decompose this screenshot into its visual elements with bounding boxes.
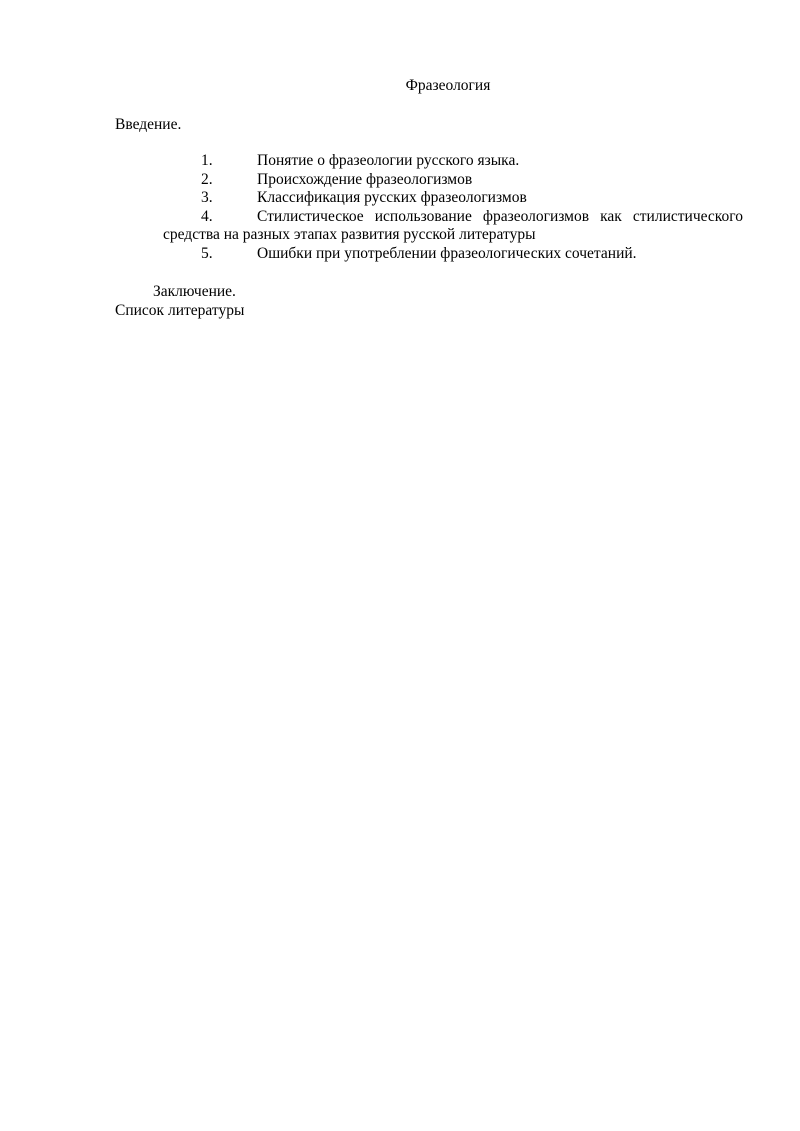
toc-item-number: 1. xyxy=(201,152,213,169)
toc-item-number: 5. xyxy=(201,244,213,262)
introduction-heading: Введение. xyxy=(115,116,182,133)
toc-item-text: Ошибки при употреблении фразеологических сочетаний. xyxy=(257,244,637,262)
toc-item xyxy=(163,189,743,208)
toc-item xyxy=(163,208,743,245)
toc-item xyxy=(163,152,743,171)
toc-item xyxy=(163,171,743,190)
references-heading: Список литературы xyxy=(115,302,245,319)
toc-item-number: 3. xyxy=(201,189,213,206)
toc-item xyxy=(163,245,743,264)
table-of-contents xyxy=(163,152,743,263)
toc-item-text: Происхождение фразеологизмов xyxy=(257,170,473,188)
toc-item-text: Стилистическое использование фразеологизмов как стилистического средства на разных этапах развития русской литературы xyxy=(163,207,743,243)
toc-item-number: 2. xyxy=(201,170,213,188)
toc-item-number: 4. xyxy=(201,207,213,225)
conclusion-heading: Заключение. xyxy=(153,283,236,300)
toc-item-text: Классификация русских фразеологизмов xyxy=(257,189,527,206)
toc-item-text: Понятие о фразеологии русского языка. xyxy=(257,152,520,169)
document-title: Фразеология xyxy=(405,77,491,94)
